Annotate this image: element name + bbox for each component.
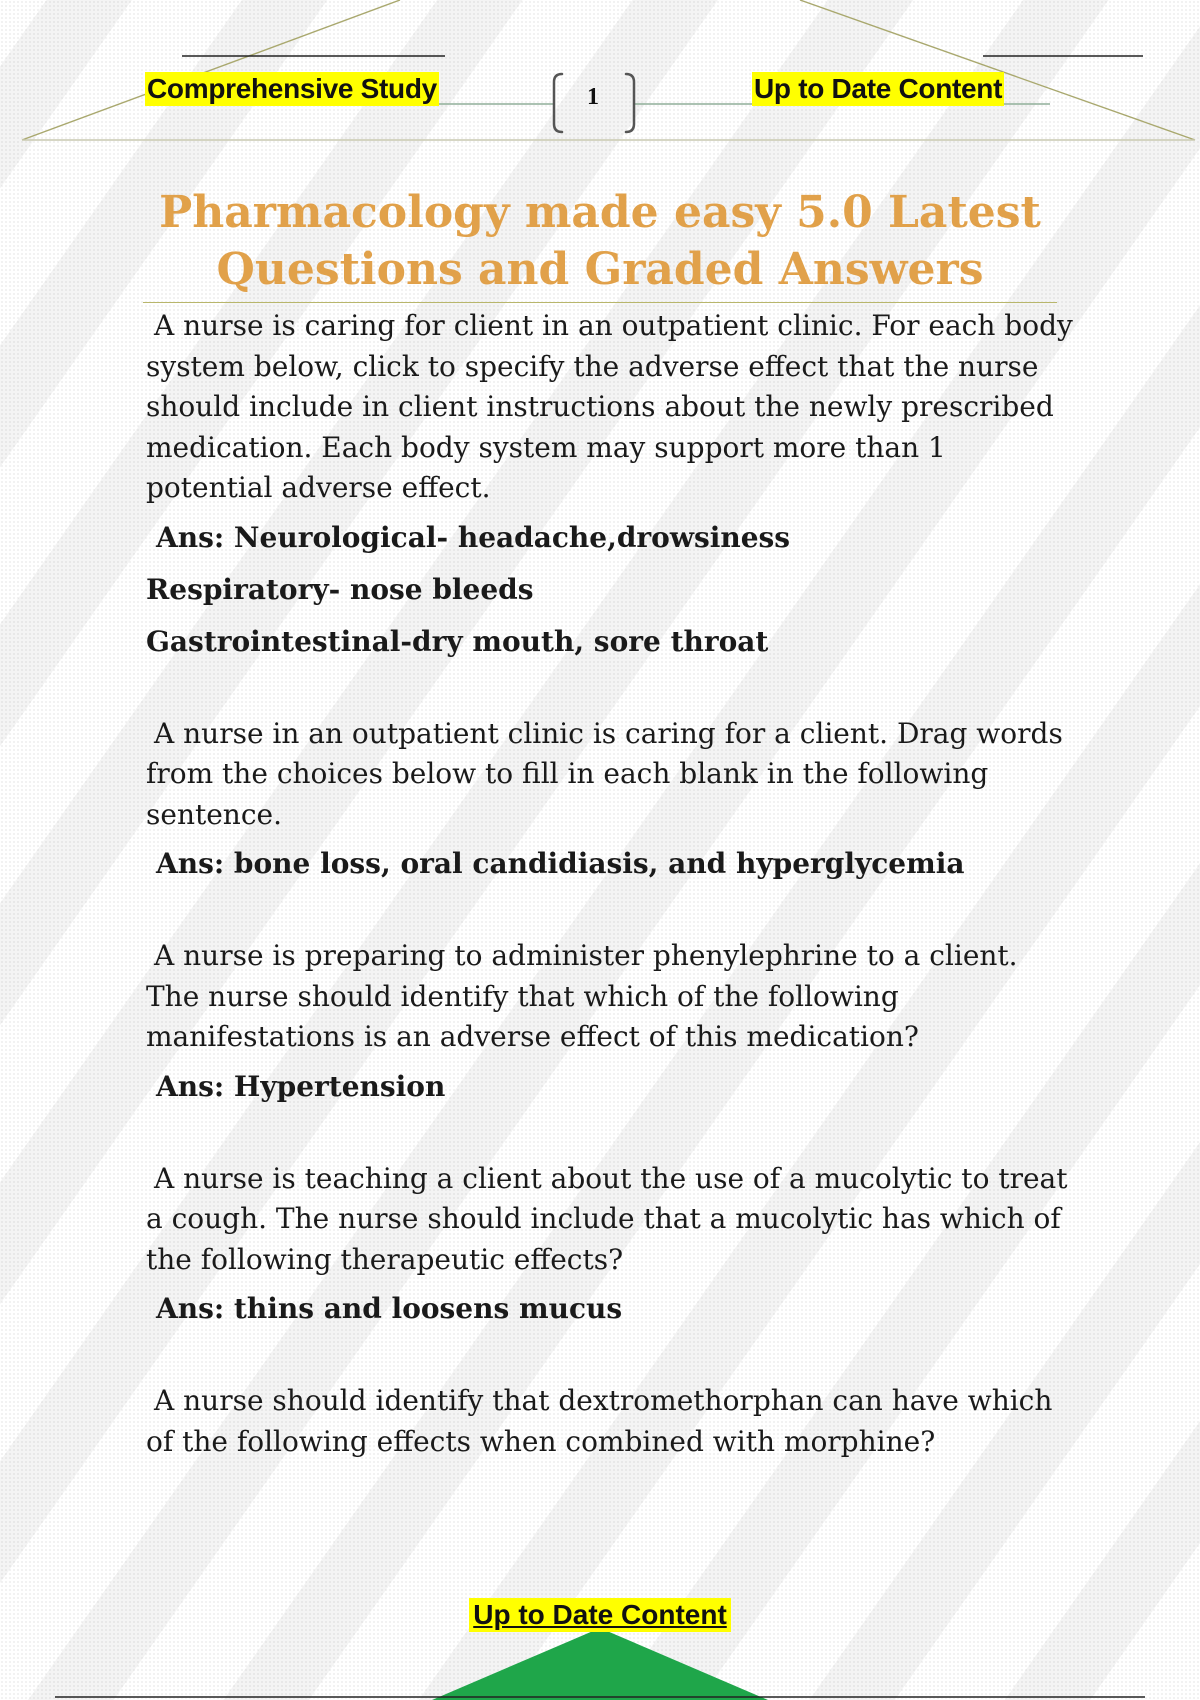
spacer — [146, 668, 1076, 714]
question-text: A nurse in an outpatient clinic is caring for a client. Drag words from the choices below to fill in each blank in the following sentence. — [146, 716, 1063, 831]
spacer — [146, 890, 1076, 936]
answer-text: Gastrointestinal-dry mouth, sore throat — [146, 624, 769, 658]
qa-item — [146, 306, 1076, 668]
document-title: Pharmacology made easy 5.0 Latest Questions and Graded Answers — [159, 187, 1041, 295]
answer-text: Ans: thins and loosens mucus — [156, 1292, 623, 1325]
qa-list — [146, 306, 1076, 1462]
answer-text: Ans: bone loss, oral candidiasis, and hyperglycemia — [156, 847, 965, 880]
header-label-right: Up to Date Content — [754, 73, 1003, 104]
spacer — [146, 1335, 1076, 1381]
qa-item — [146, 1159, 1076, 1336]
qa-item — [146, 714, 1076, 891]
title-divider — [143, 302, 1057, 303]
question-text: A nurse is teaching a client about the use of a mucolytic to treat a cough. The nurse should include that a mucolytic has which of the following therapeutic effects? — [146, 1161, 1068, 1276]
spacer — [146, 1113, 1076, 1159]
footer-label: Up to Date Content — [469, 1598, 731, 1632]
footer-green-triangle — [432, 1628, 768, 1700]
question-text: A nurse is caring for client in an outpatient clinic. For each body system below, click to specify the adverse effect that the nurse should include in client instructions about the newly prescribed medication. Each body system may support more than 1 potential adverse effect. — [146, 309, 1073, 504]
question-text: A nurse should identify that dextromethorphan can have which of the following effects when combined with morphine? — [146, 1384, 1053, 1458]
question-text: A nurse is preparing to administer phenylephrine to a client. The nurse should identify that which of the following manifestations is an adverse effect of this medication? — [146, 939, 1018, 1053]
answer-text: Ans: Hypertension — [156, 1069, 446, 1103]
page-number: 1 — [587, 84, 599, 110]
header-label-left: Comprehensive Study — [147, 73, 437, 104]
answer-text: Respiratory- nose bleeds — [146, 572, 534, 606]
qa-item — [146, 1381, 1076, 1462]
answer-text: Ans: Neurological- headache,drowsiness — [156, 520, 791, 554]
qa-item — [146, 936, 1076, 1113]
